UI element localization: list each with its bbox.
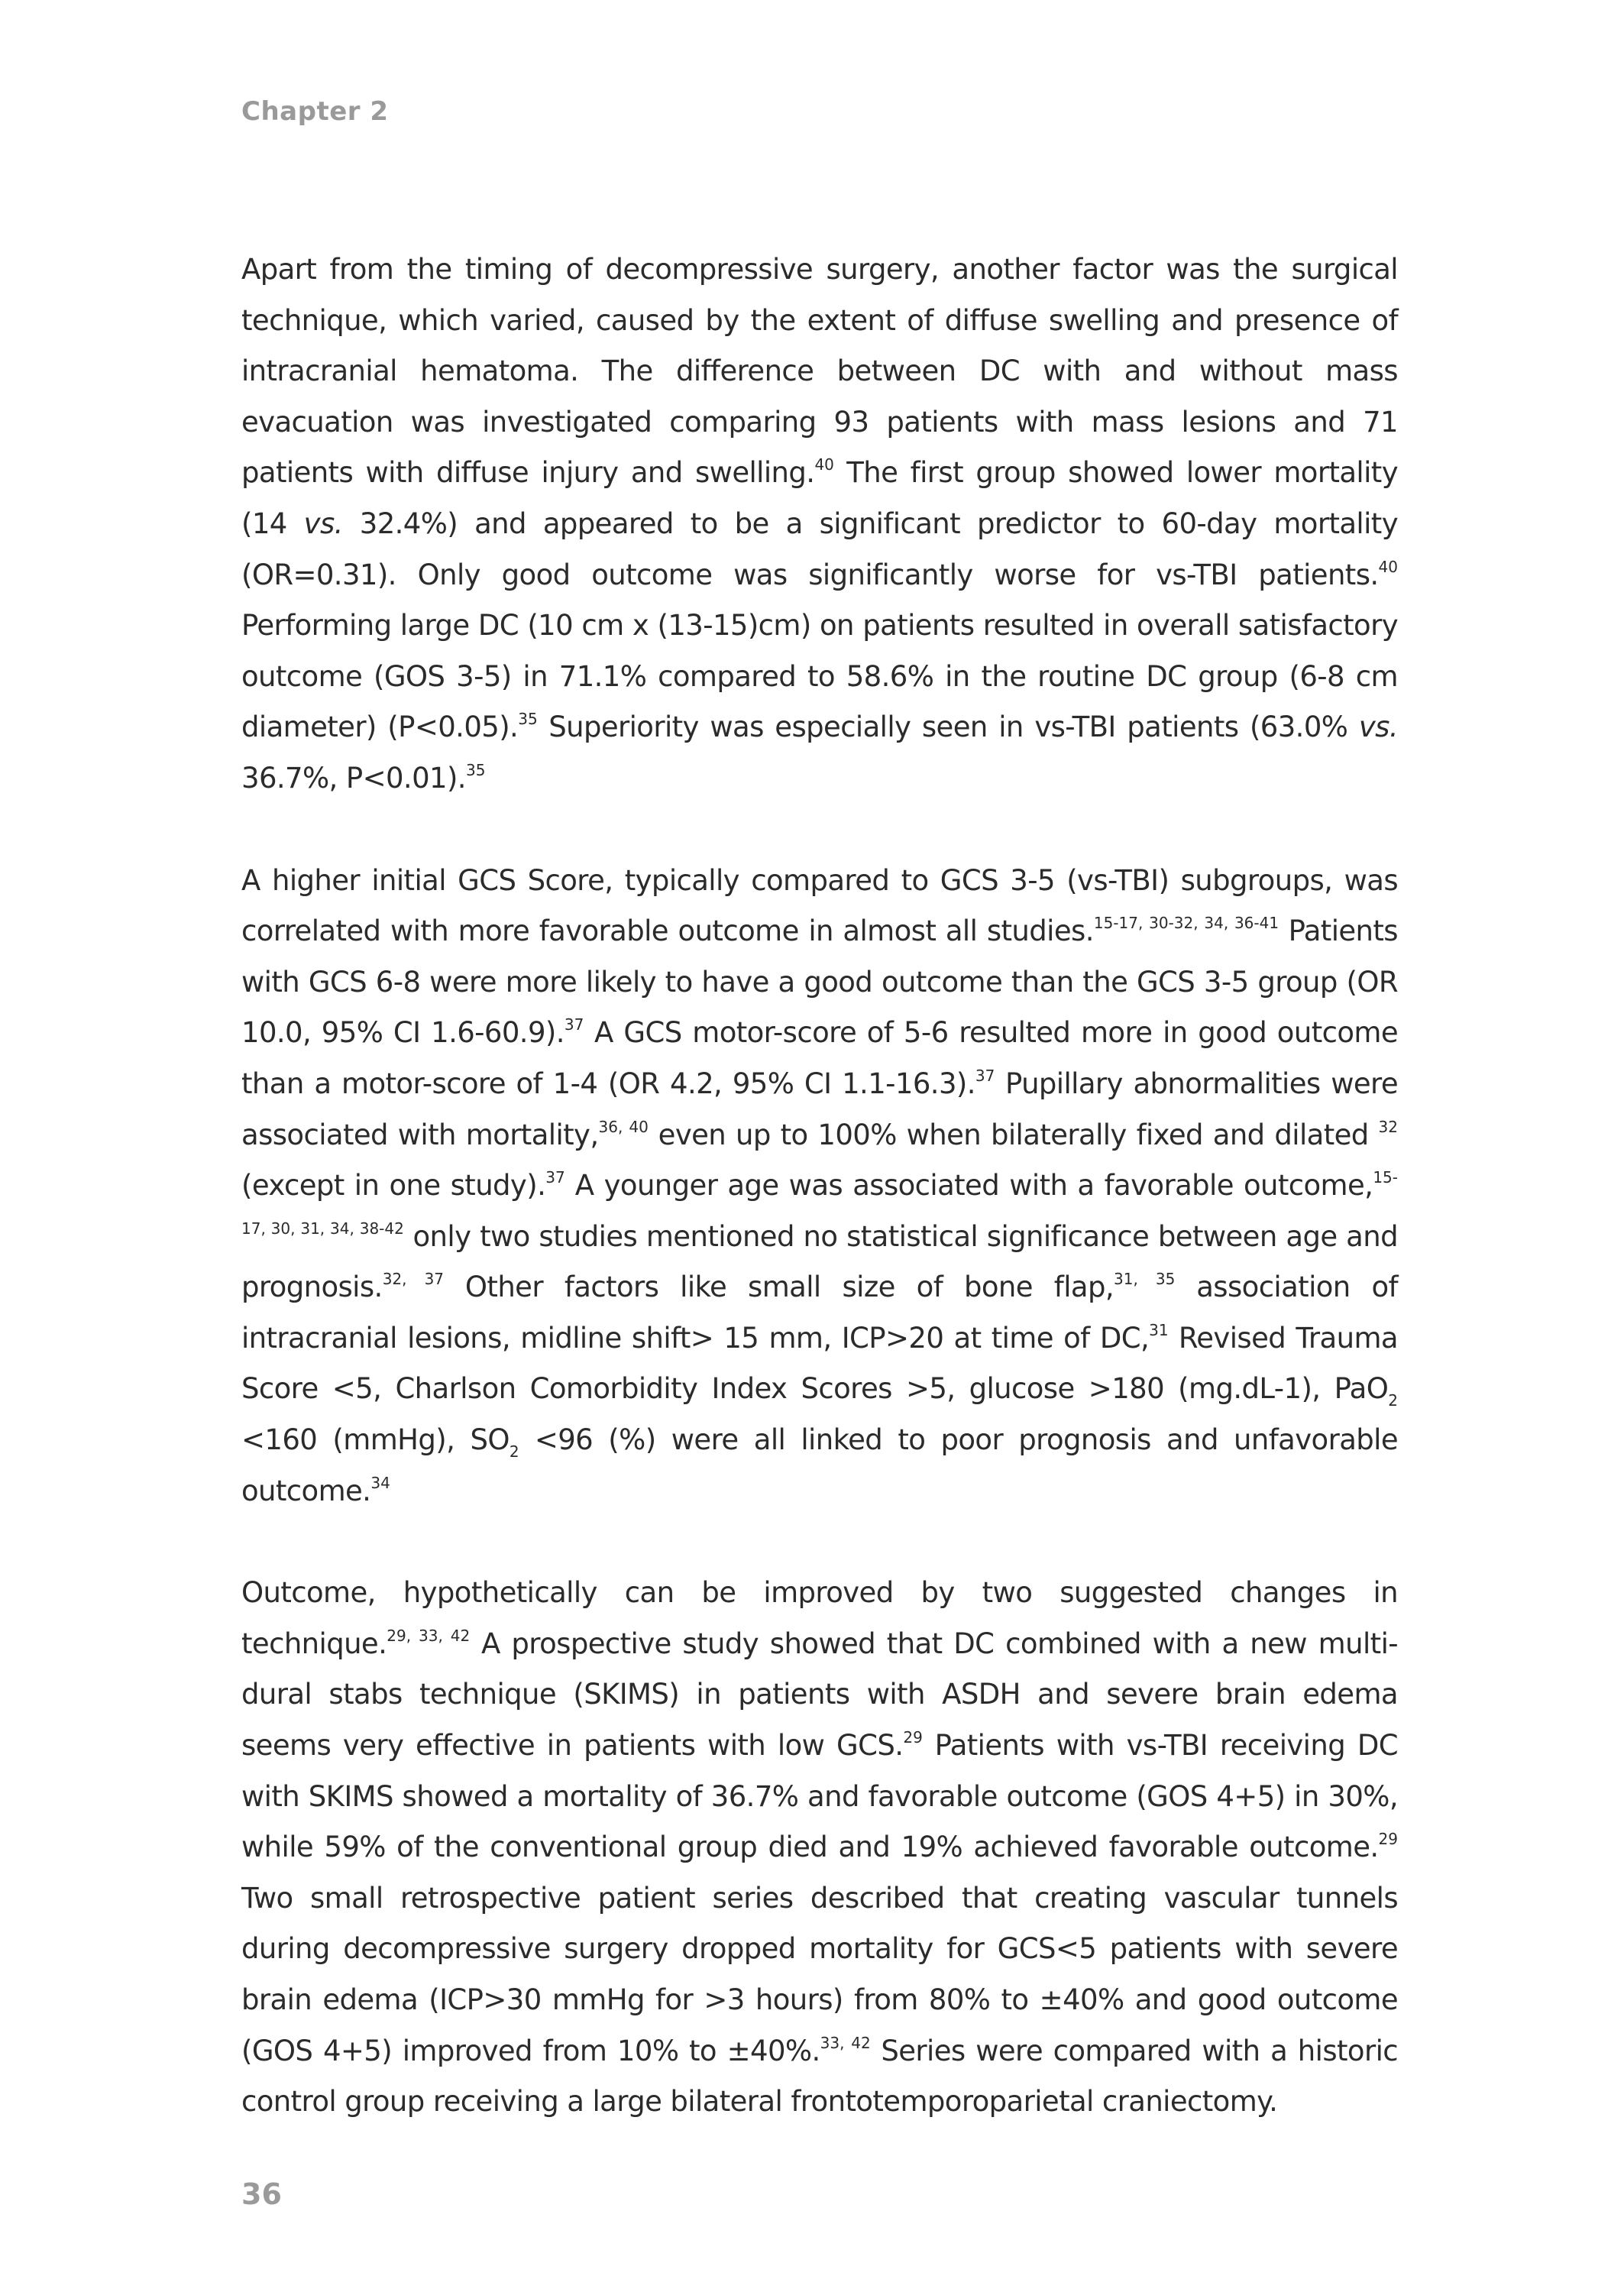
citation: 37 <box>975 1066 995 1085</box>
text-run: <96 (%) were all linked to poor prognosis and unfavorable outcome. <box>241 1423 1398 1507</box>
text-run: A prospective study showed that DC combined with a new multi-dural stabs technique (SKIMS) in patients with ASDH and severe brain edema seems very effective in patients with low GCS. <box>241 1627 1398 1763</box>
citation: 37 <box>564 1015 584 1034</box>
citation: 40 <box>1378 557 1398 576</box>
text-run: 32.4%) and appeared to be a significant predictor to 60-day mortality (OR=0.31). Only good outcome was significantly worse for vs-TBI patients. <box>241 507 1398 591</box>
citation: 15-17, 30, 31, 34, 38-42 <box>241 1168 1398 1238</box>
text-run: A higher initial GCS Score, typically compared to GCS 3-5 (vs-TBI) subgroups, was correlated with more favorable outcome in almost all studies. <box>241 863 1398 948</box>
text-run: Superiority was especially seen in vs-TBI patients (63.0% <box>537 711 1359 744</box>
text-run: Revised Trauma Score <5, Charlson Comorbidity Index Scores >5, glucose >180 (mg.dL-1), PaO <box>241 1321 1398 1406</box>
text-run: Performing large DC (10 cm x (13-15)cm) on patients resulted in overall satisfactory outcome (GOS 3-5) in 71.1% compared to 58.6% in the routine DC group (6-8 cm diameter) (P<0.05). <box>241 609 1398 744</box>
citation: 32, 37 <box>382 1270 445 1289</box>
citation: 29 <box>1378 1830 1398 1849</box>
citation: 31, 35 <box>1114 1270 1176 1289</box>
text-run: Patients with vs-TBI receiving DC with SKIMS showed a mortality of 36.7% and favorable outcome (GOS 4+5) in 30%, while 59% of the conventional group died and 19% achieved favorable outcome. <box>241 1729 1398 1864</box>
citation: 29, 33, 42 <box>387 1626 471 1645</box>
text-run: Patients with GCS 6-8 were more likely to have a good outcome than the GCS 3-5 group (OR 10.0, 95% CI 1.6-60.9). <box>241 915 1398 1050</box>
text-run: <160 (mmHg), SO <box>241 1423 510 1457</box>
citation: 36, 40 <box>598 1117 649 1136</box>
citation: 31 <box>1149 1320 1169 1339</box>
text-run: (except in one study). <box>241 1169 546 1203</box>
citation: 15-17, 30-32, 34, 36-41 <box>1093 914 1279 933</box>
citation: 35 <box>518 710 538 729</box>
citation: 40 <box>814 455 834 474</box>
citation: 32 <box>1378 1117 1398 1136</box>
text-run: 36.7%, P<0.01). <box>241 761 466 795</box>
citation: 35 <box>465 760 486 779</box>
paragraph-gcs-prognosis <box>241 856 1398 1517</box>
citation: 37 <box>545 1168 565 1187</box>
text-run: A younger age was associated with a favorable outcome, <box>565 1169 1373 1203</box>
running-head: Chapter 2 <box>241 96 389 127</box>
text-run: Outcome, hypothetically can be improved by two suggested changes in technique. <box>241 1576 1398 1660</box>
body-text <box>241 244 1398 2179</box>
paragraph-timing-technique <box>241 244 1398 804</box>
text-run: The first group showed lower mortality (14 <box>241 456 1398 540</box>
text-run: Pupillary abnormalities were associated with mortality, <box>241 1067 1399 1151</box>
citation: 29 <box>903 1728 923 1747</box>
subscript: 2 <box>509 1442 519 1462</box>
text-run: Apart from the timing of decompressive surgery, another factor was the surgical technique, which varied, caused by the extent of diffuse swelling and presence of intracranial hematoma. The difference between DC with and without mass evacuation was investigated comparing 93 patients with mass lesions and 71 patients with diffuse injury and swelling. <box>241 253 1398 490</box>
page-number: 36 <box>241 2177 282 2211</box>
text-run: Two small retrospective patient series described that creating vascular tunnels during decompressive surgery dropped mortality for GCS<5 patients with severe brain edema (ICP>30 mmHg for >3 hours) from 80% to ±40% and good outcome (GOS 4+5) improved from 10% to ±40%. <box>241 1881 1398 2067</box>
text-run: even up to 100% when bilaterally fixed and dilated <box>648 1118 1379 1151</box>
text-run: association of intracranial lesions, midline shift> 15 mm, ICP>20 at time of DC, <box>241 1271 1398 1355</box>
citation: 33, 42 <box>820 2033 871 2052</box>
paragraph-technique-changes <box>241 1568 1398 2128</box>
citation: 34 <box>370 1473 390 1492</box>
text-run: Other factors like small size of bone flap, <box>444 1271 1114 1304</box>
italic-vs: vs. <box>1358 711 1398 744</box>
italic-vs: vs. <box>303 507 343 540</box>
text-run: Series were compared with a historic control group receiving a large bilateral frontotemporoparietal craniectomy. <box>241 2034 1398 2119</box>
text-run: only two studies mentioned no statistical significance between age and prognosis. <box>241 1219 1398 1304</box>
subscript: 2 <box>1388 1391 1398 1410</box>
text-run: A GCS motor-score of 5-6 resulted more in good outcome than a motor-score of 1-4 (OR 4.2, 95% CI 1.1-16.3). <box>241 1016 1398 1100</box>
